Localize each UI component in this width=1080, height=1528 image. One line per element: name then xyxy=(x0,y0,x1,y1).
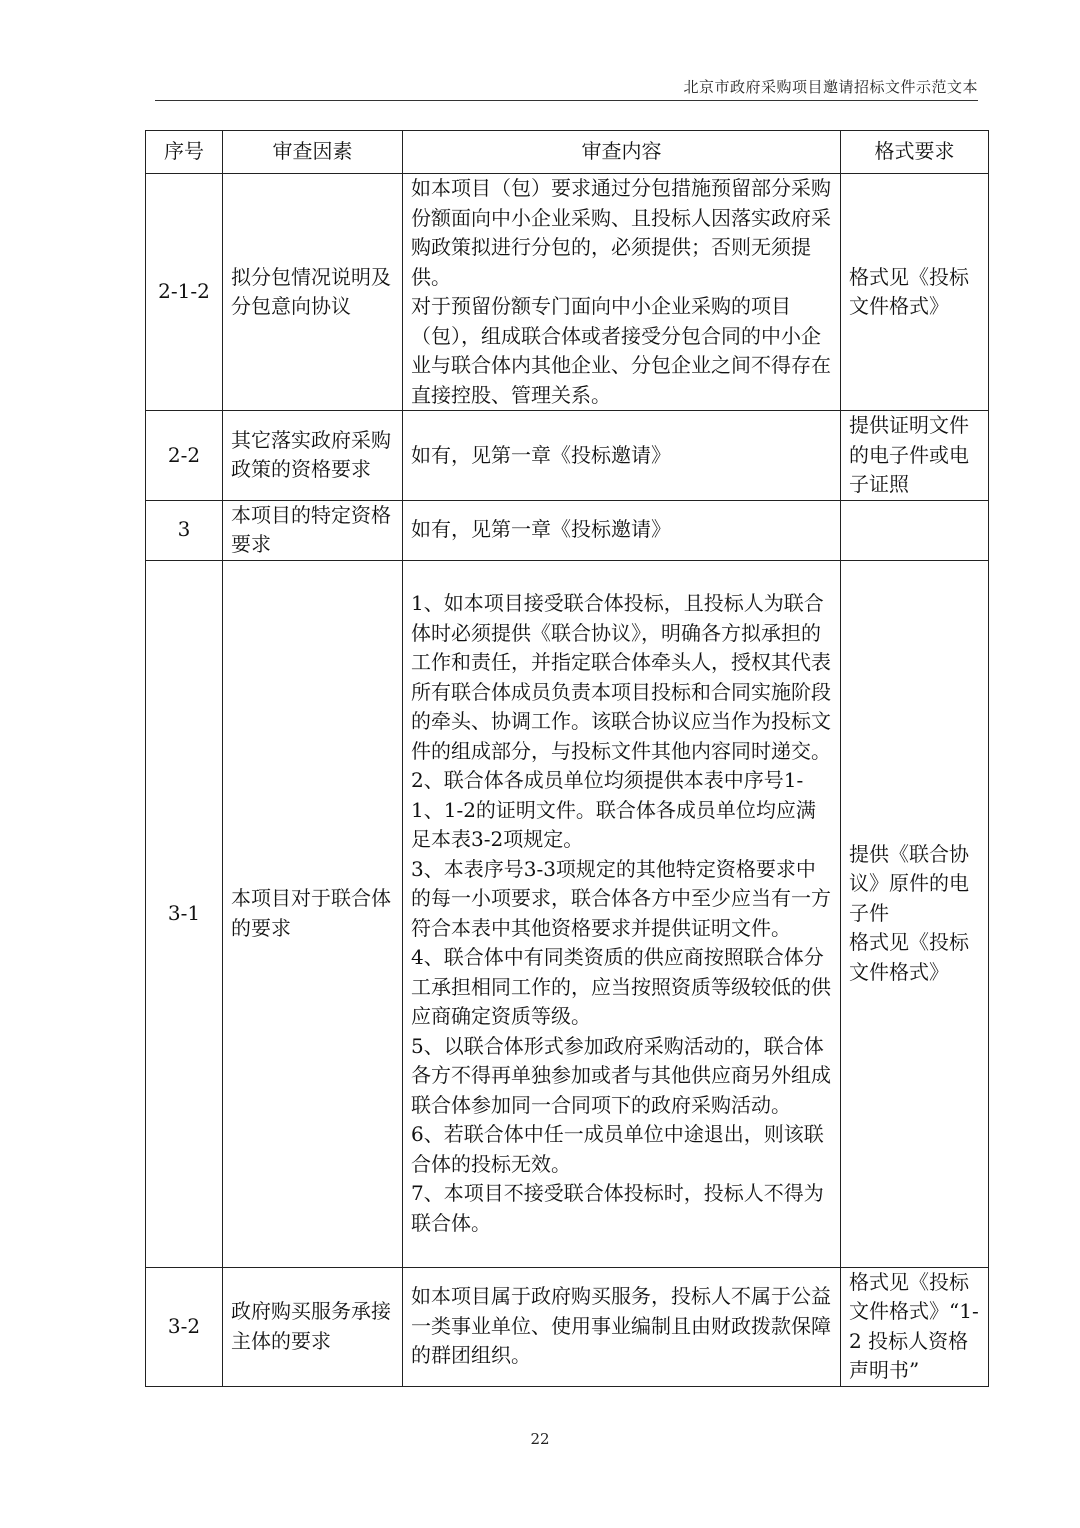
content-paragraph: 如有，见第一章《投标邀请》 xyxy=(411,517,671,542)
table-row xyxy=(146,1267,989,1386)
row-seq: 3-1 xyxy=(146,560,223,1267)
content-paragraph: 如本项目属于政府购买服务，投标人不属于公益一类事业单位、使用事业编制且由财政拨款保障的群团组织。 xyxy=(411,1284,831,1368)
format-line: 格式见《投标文件格式》 xyxy=(849,930,969,984)
table-row xyxy=(146,411,989,501)
review-table xyxy=(145,130,989,1387)
row-seq: 2-2 xyxy=(146,411,223,501)
content-paragraph: 6、若联合体中任一成员单位中途退出，则该联合体的投标无效。 xyxy=(411,1122,824,1176)
row-factor: 其它落实政府采购政策的资格要求 xyxy=(223,411,403,501)
row-format: 格式见《投标文件格式》 xyxy=(841,174,989,411)
table-row xyxy=(146,500,989,560)
content-paragraph: 如有，见第一章《投标邀请》 xyxy=(411,442,671,467)
header-format: 格式要求 xyxy=(841,131,989,174)
page-number: 22 xyxy=(530,1430,550,1448)
row-content xyxy=(403,174,841,411)
row-factor: 拟分包情况说明及分包意向协议 xyxy=(223,174,403,411)
header-rule xyxy=(155,100,978,101)
content-paragraph: 3、本表序号3-3项规定的其他特定资格要求中的每一小项要求，联合体各方中至少应当有一方符合本表中其他资格要求并提供证明文件。 xyxy=(411,856,831,940)
header-seq: 序号 xyxy=(146,131,223,174)
content-paragraph: 2、联合体各成员单位均须提供本表中序号1-1、1-2的证明文件。联合体各成员单位均应满足本表3-2项规定。 xyxy=(411,768,816,851)
content-paragraph: 对于预留份额专门面向中小企业采购的项目（包），组成联合体或者接受分包合同的中小企业与联合体内其他企业、分包企业之间不得存在直接控股、管理关系。 xyxy=(411,294,831,407)
content-paragraph: 4、联合体中有同类资质的供应商按照联合体分工承担相同工作的，应当按照资质等级较低的供应商确定资质等级。 xyxy=(411,945,831,1028)
row-seq: 2-1-2 xyxy=(146,174,223,411)
row-format xyxy=(841,500,989,560)
row-factor: 本项目的特定资格要求 xyxy=(223,500,403,560)
row-factor: 政府购买服务承接主体的要求 xyxy=(223,1267,403,1386)
row-content xyxy=(403,1267,841,1386)
row-format: 提供证明文件的电子件或电子证照 xyxy=(841,411,989,501)
row-factor: 本项目对于联合体的要求 xyxy=(223,560,403,1267)
content-paragraph: 1、如本项目接受联合体投标，且投标人为联合体时必须提供《联合协议》，明确各方拟承担的工作和责任，并指定联合体牵头人，授权其代表所有联合体成员负责本项目投标和合同实施阶段的牵头、协调工作。该联合协议应当作为投标文件的组成部分，与投标文件其他内容同时递交。 xyxy=(411,591,831,763)
content-paragraph: 7、本项目不接受联合体投标时，投标人不得为联合体。 xyxy=(411,1181,824,1235)
row-seq: 3-2 xyxy=(146,1267,223,1386)
header-factor: 审查因素 xyxy=(223,131,403,174)
header-content: 审查内容 xyxy=(403,131,841,174)
table-header-row xyxy=(146,131,989,174)
table-row xyxy=(146,560,989,1267)
format-line: 提供《联合协议》原件的电子件 xyxy=(849,841,969,925)
row-content xyxy=(403,411,841,501)
row-seq: 3 xyxy=(146,500,223,560)
content-paragraph: 5、以联合体形式参加政府采购活动的，联合体各方不得再单独参加或者与其他供应商另外组成联合体参加同一合同项下的政府采购活动。 xyxy=(411,1033,831,1117)
row-content xyxy=(403,500,841,560)
table-row xyxy=(146,174,989,411)
content-paragraph: 如本项目（包）要求通过分包措施预留部分采购份额面向中小企业采购、且投标人因落实政府采购政策拟进行分包的，必须提供；否则无须提供。 xyxy=(411,176,831,289)
row-format xyxy=(841,560,989,1267)
page-header: 北京市政府采购项目邀请招标文件示范文本 xyxy=(683,78,978,96)
row-format: 格式见《投标文件格式》“1-2 投标人资格声明书” xyxy=(841,1267,989,1386)
row-content xyxy=(403,560,841,1267)
